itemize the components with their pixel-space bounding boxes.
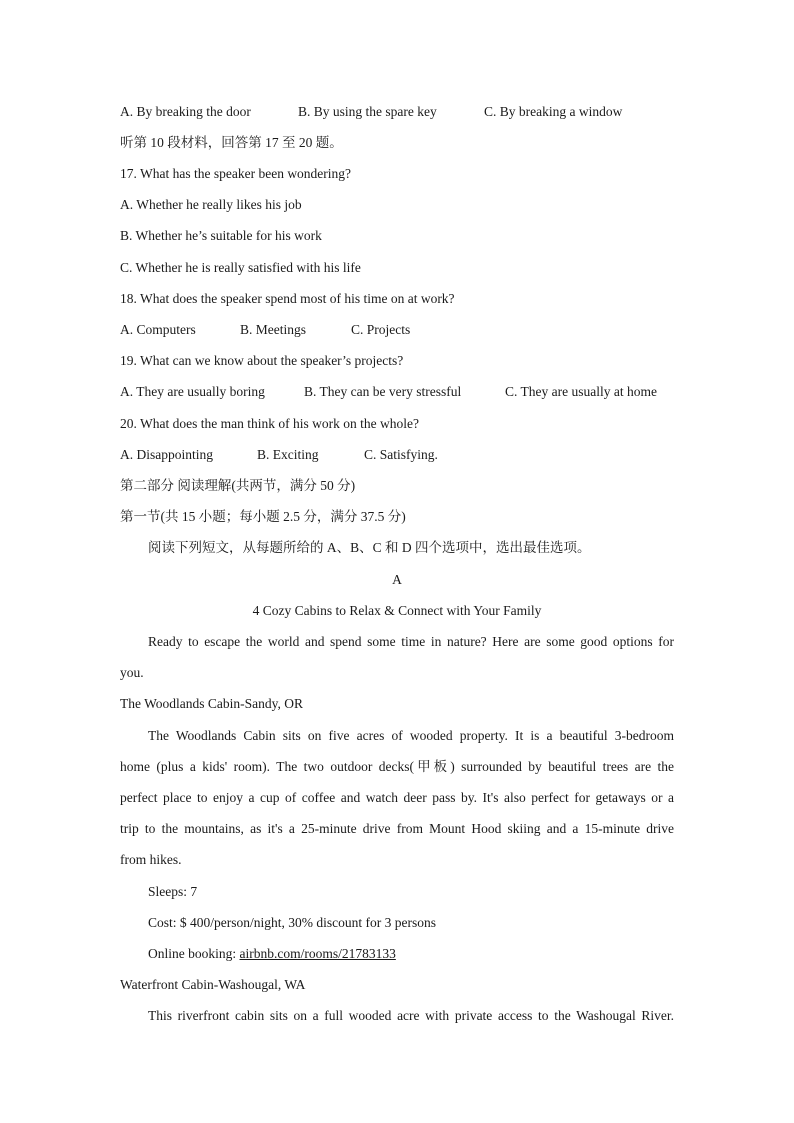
cabin1-line: from hikes. <box>120 852 182 867</box>
q18-option-a: A. Computers <box>120 322 196 337</box>
cabin1-line: trip to the mountains, as it's a 25-minute drive from Mount Hood skiing and a 15-minute drive <box>120 821 674 836</box>
q20-option-c: C. Satisfying. <box>364 447 438 462</box>
q17-option-b: B. Whether he’s suitable for his work <box>120 228 322 243</box>
cabin1-sleeps: Sleeps: 7 <box>148 884 198 899</box>
q20-option-b: B. Exciting <box>257 447 319 462</box>
q17-option-c: C. Whether he is really satisfied with his life <box>120 260 361 275</box>
cabin1-cost: Cost: $ 400/person/night, 30% discount for 3 persons <box>148 915 436 930</box>
cabin1-booking-label: Online booking: <box>148 946 240 961</box>
q19-option-b: B. They can be very stressful <box>304 384 462 399</box>
cabin2-name: Waterfront Cabin-Washougal, WA <box>120 977 306 992</box>
q18-option-c: C. Projects <box>351 322 411 337</box>
passage-title: 4 Cozy Cabins to Relax & Connect with Your Family <box>252 603 542 618</box>
passage-letter: A <box>392 572 402 587</box>
cabin1-line: perfect place to enjoy a cup of coffee and watch deer pass by. It's also perfect for getaways or a <box>120 790 674 805</box>
q17-option-a: A. Whether he really likes his job <box>120 197 302 212</box>
q20-option-a: A. Disappointing <box>120 447 213 462</box>
q19-option-a: A. They are usually boring <box>120 384 265 399</box>
q18-option-b: B. Meetings <box>240 322 306 337</box>
q20-question: 20. What does the man think of his work on the whole? <box>120 416 419 431</box>
q17-question: 17. What has the speaker been wondering? <box>120 166 352 181</box>
q19-question: 19. What can we know about the speaker’s projects? <box>120 353 404 368</box>
section1-heading: 第一节(共 15 小题；每小题 2.5 分，满分 37.5 分) <box>120 509 406 524</box>
passage-intro-line1: Ready to escape the world and spend some time in nature? Here are some good options for <box>148 634 674 649</box>
cabin1-line: home (plus a kids' room). The two outdoor decks(甲板) surrounded by beautiful trees are the <box>120 759 674 774</box>
q16-option-a: A. By breaking the door <box>120 104 251 119</box>
section10-instruction: 听第 10 段材料，回答第 17 至 20 题。 <box>120 135 343 150</box>
cabin1-line: The Woodlands Cabin sits on five acres of wooded property. It is a beautiful 3-bedroom <box>148 728 674 743</box>
passage-intro-line2: you. <box>120 665 144 680</box>
cabin2-line1: This riverfront cabin sits on a full wooded acre with private access to the Washougal River. <box>148 1008 674 1023</box>
part2-heading: 第二部分 阅读理解(共两节，满分 50 分) <box>120 478 356 493</box>
q16-option-c: C. By breaking a window <box>484 104 623 119</box>
q18-question: 18. What does the speaker spend most of his time on at work? <box>120 291 455 306</box>
cabin1-booking <box>148 944 396 964</box>
cabin1-name: The Woodlands Cabin-Sandy, OR <box>120 696 304 711</box>
cabin1-booking-link[interactable]: airbnb.com/rooms/21783133 <box>239 946 396 961</box>
q19-option-c: C. They are usually at home <box>505 384 657 399</box>
q16-option-b: B. By using the spare key <box>298 104 437 119</box>
reading-instruction: 阅读下列短文，从每题所给的 A、B、C 和 D 四个选项中，选出最佳选项。 <box>148 540 591 555</box>
